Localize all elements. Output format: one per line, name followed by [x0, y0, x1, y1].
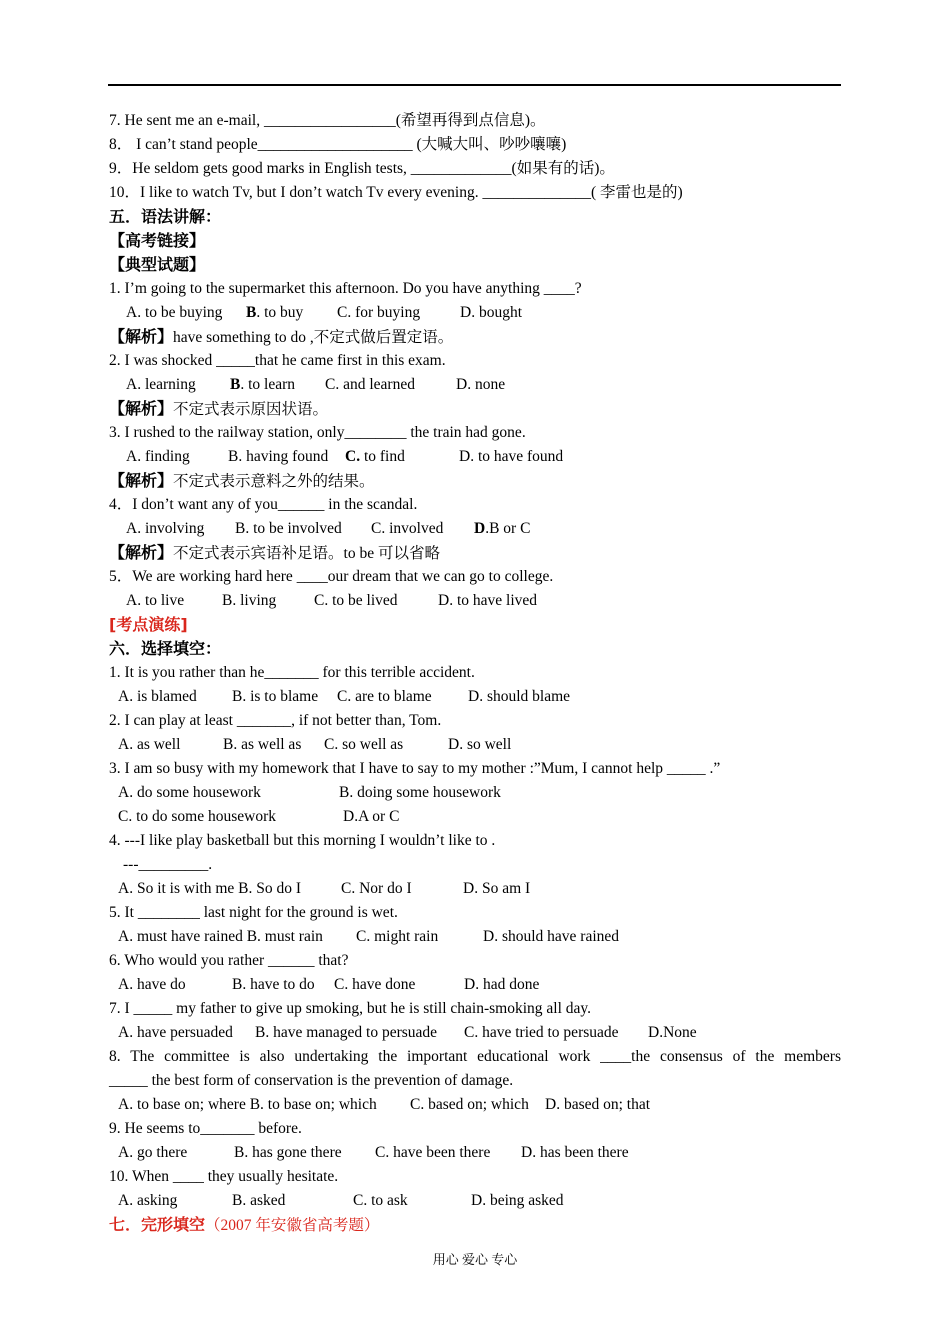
typical-question-1: 1. I’m going to the supermarket this afternoon. Do you have anything ____? [109, 280, 582, 297]
option-d: D. bought [460, 304, 522, 321]
option-b: B. to learn [230, 376, 296, 393]
option-d: D. to have lived [438, 592, 538, 609]
option-b: B. living [222, 592, 277, 609]
option-b: B. to buy [246, 304, 304, 321]
page-footer: 用心 爱心 专心 [432, 1252, 518, 1267]
option-a: A. do some housework [118, 784, 261, 801]
choice-options-3a [109, 781, 841, 805]
choice-question-9: 9. He seems to_______ before. [109, 1120, 302, 1137]
choice-options-4 [109, 877, 841, 901]
option-d: D. had done [464, 976, 540, 993]
analysis-1: 【解析】have something to do ,不定式做后置定语。 [109, 327, 454, 346]
option-a-b: A. So it is with me B. So do I [118, 880, 302, 897]
option-c: C. might rain [356, 928, 439, 945]
option-b: B. asked [232, 1192, 286, 1209]
option-a: A. asking [118, 1192, 178, 1209]
option-b: B. is to blame [232, 688, 319, 705]
option-c: C. to ask [353, 1192, 408, 1209]
choice-question-10: 10. When ____ they usually hesitate. [109, 1168, 339, 1185]
section-7-title: 七．完形填空 [109, 1215, 206, 1234]
option-d: D. being asked [471, 1192, 564, 1209]
option-b: B. having found [228, 448, 329, 465]
choice-question-4-response: ---_________. [123, 856, 213, 873]
option-a: A. involving [126, 520, 205, 537]
typical-options-3 [109, 445, 841, 469]
option-c: C. to find [345, 448, 405, 465]
option-d: D.None [648, 1024, 697, 1041]
typical-options-1 [109, 301, 841, 325]
option-c: C. to do some housework [118, 808, 277, 825]
header-rule [108, 84, 841, 86]
option-a-b: A. must have rained B. must rain [118, 928, 323, 945]
practice-label: [考点演练] [109, 615, 188, 634]
choice-question-5: 5. It ________ last night for the ground is wet. [109, 904, 398, 921]
choice-options-3b [109, 805, 841, 829]
option-c: C. for buying [337, 304, 421, 321]
analysis-label: 【解析】 [109, 399, 174, 418]
typical-options-5 [109, 589, 841, 613]
option-a: A. to live [126, 592, 185, 609]
option-a: A. finding [126, 448, 190, 465]
choice-options-2 [109, 733, 841, 757]
option-c: C. Nor do I [341, 880, 412, 897]
option-a: A. is blamed [118, 688, 197, 705]
typical-options-2 [109, 373, 841, 397]
choice-question-8: 8. The committee is also undertaking the important educational work ____the consensus of the members [109, 1048, 841, 1065]
option-d: D. should have rained [483, 928, 620, 945]
option-c: C. so well as [324, 736, 404, 753]
section-7-subtitle: （2007 年安徽省高考题） [205, 1217, 380, 1234]
choice-options-7 [109, 1021, 841, 1045]
choice-options-8 [109, 1093, 841, 1117]
analysis-2: 【解析】不定式表示原因状语。 [109, 399, 329, 418]
typical-questions-heading: 【典型试题】 [109, 255, 206, 274]
option-c: C. and learned [325, 376, 415, 393]
choice-options-1 [109, 685, 841, 709]
option-d: D. based on; that [545, 1096, 651, 1113]
option-b: B. have to do [232, 976, 315, 993]
option-d: D. none [456, 376, 506, 393]
option-c: C. have been there [375, 1144, 491, 1161]
choice-options-6 [109, 973, 841, 997]
option-a: A. have persuaded [118, 1024, 233, 1041]
option-d: D. should blame [468, 688, 571, 705]
choice-options-5 [109, 925, 841, 949]
typical-question-5: 5．We are working hard here ____our dream that we can go to college. [109, 568, 554, 585]
option-d: D.B or C [474, 520, 531, 537]
typical-question-4: 4．I don’t want any of you______ in the scandal. [109, 496, 418, 513]
choice-options-10 [109, 1189, 841, 1213]
option-b: B. to be involved [235, 520, 342, 537]
choice-question-6: 6. Who would you rather ______ that? [109, 952, 349, 969]
choice-question-4: 4. ---I like play basketball but this morning I wouldn’t like to . [109, 832, 496, 849]
translation-item-9: 9．He seldom gets good marks in English tests, _____________(如果有的话)。 [109, 160, 615, 177]
gaokao-link-heading: 【高考链接】 [109, 231, 206, 250]
choice-question-7: 7. I _____ my father to give up smoking, but he is still chain-smoking all day. [109, 1000, 592, 1017]
section-7-heading [109, 1213, 841, 1237]
option-a: A. learning [126, 376, 196, 393]
section-6-title: 六．选择填空： [109, 639, 222, 658]
analysis-4: 【解析】不定式表示宾语补足语。to be 可以省略 [109, 543, 440, 562]
option-d: D. so well [448, 736, 512, 753]
section-5-title: 五．语法讲解： [109, 207, 222, 226]
analysis-label: 【解析】 [109, 327, 174, 346]
option-c: C. are to blame [337, 688, 432, 705]
document-body [109, 109, 841, 1237]
option-d: D. to have found [459, 448, 564, 465]
option-d: D. So am I [463, 880, 531, 897]
option-c: C. involved [371, 520, 444, 537]
translation-item-10: 10．I like to watch Tv, but I don’t watch Tv every evening. ______________( 李雷也是的) [109, 184, 683, 201]
choice-question-1: 1. It is you rather than he_______ for this terrible accident. [109, 664, 475, 681]
choice-options-9 [109, 1141, 841, 1165]
option-c: C. to be lived [314, 592, 398, 609]
option-b: B. has gone there [234, 1144, 342, 1161]
option-b: B. as well as [223, 736, 302, 753]
option-a: A. to be buying [126, 304, 223, 321]
choice-question-3: 3. I am so busy with my homework that I have to say to my mother :”Mum, I cannot help _____ .” [109, 760, 721, 777]
analysis-label: 【解析】 [109, 471, 174, 490]
option-a-b: A. to base on; where B. to base on; which [118, 1096, 377, 1113]
typical-options-4 [109, 517, 841, 541]
option-c: C. based on; which [410, 1096, 529, 1113]
choice-question-8-continued: _____ the best form of conservation is the prevention of damage. [109, 1072, 514, 1089]
translation-item-8: 8． I can’t stand people____________________ (大喊大叫、吵吵嚷嚷) [109, 136, 567, 153]
analysis-3: 【解析】不定式表示意料之外的结果。 [109, 471, 375, 490]
analysis-label: 【解析】 [109, 543, 174, 562]
option-a: A. as well [118, 736, 181, 753]
option-d: D. has been there [521, 1144, 629, 1161]
option-a: A. have do [118, 976, 186, 993]
choice-question-2: 2. I can play at least _______, if not better than, Tom. [109, 712, 442, 729]
option-a: A. go there [118, 1144, 188, 1161]
option-d: D.A or C [343, 808, 400, 825]
option-c: C. have done [334, 976, 416, 993]
option-b: B. have managed to persuade [255, 1024, 438, 1041]
translation-item-7: 7. He sent me an e-mail, _________________(希望再得到点信息)。 [109, 112, 546, 129]
typical-question-3: 3. I rushed to the railway station, only________ the train had gone. [109, 424, 526, 441]
option-c: C. have tried to persuade [464, 1024, 619, 1041]
typical-question-2: 2. I was shocked _____that he came first in this exam. [109, 352, 446, 369]
option-b: B. doing some housework [339, 784, 501, 801]
